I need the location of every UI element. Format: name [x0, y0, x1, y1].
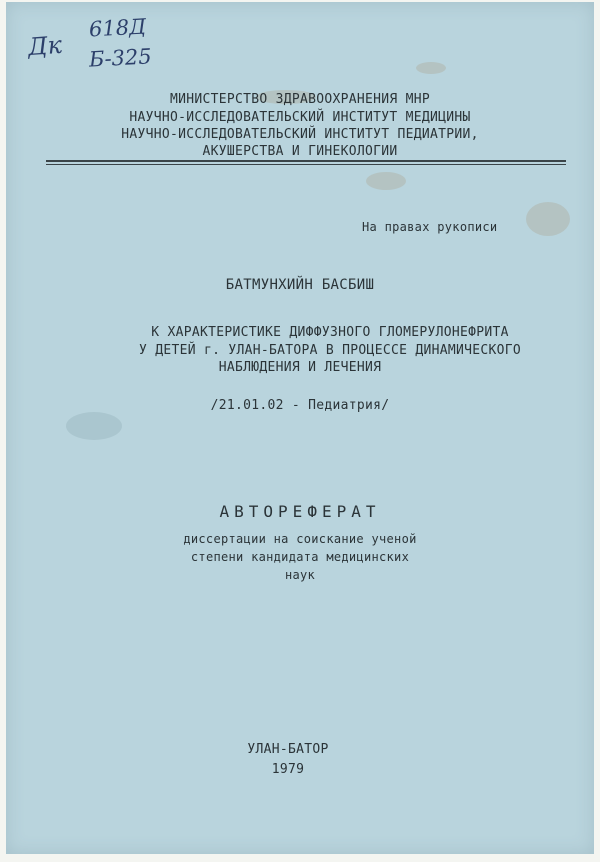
- city: УЛАН-БАТОР: [247, 742, 329, 757]
- description-line-2: степени кандидата медицинских: [190, 550, 410, 564]
- year: 1979: [271, 762, 305, 777]
- title-line-1: К ХАРАКТЕРИСТИКЕ ДИФФУЗНОГО ГЛОМЕРУЛОНЕФРИТА: [151, 325, 509, 340]
- author-name: БАТМУНХИЙН БАСБИШ: [225, 277, 375, 293]
- header-ministry: МИНИСТЕРСТВО ЗДРАВООХРАНЕНИЯ МНР: [169, 92, 431, 107]
- handwritten-catalog-prefix: Дк: [27, 30, 63, 62]
- paper-stain: [366, 172, 406, 190]
- handwritten-catalog-code: Б-325: [88, 44, 153, 72]
- title-line-2: У ДЕТЕЙ г. УЛАН-БАТОРА В ПРОЦЕССЕ ДИНАМИЧЕСКОГО: [139, 343, 521, 358]
- header-institute-pediatrics: НАУЧНО-ИССЛЕДОВАТЕЛЬСКИЙ ИНСТИТУТ ПЕДИАТРИИ,: [121, 127, 479, 142]
- header-obstetrics: АКУШЕРСТВА И ГИНЕКОЛОГИИ: [202, 144, 398, 159]
- manuscript-note: На правах рукописи: [362, 220, 498, 234]
- paper-stain: [66, 412, 122, 440]
- document-type: АВТОРЕФЕРАТ: [219, 502, 381, 521]
- title-line-3: НАБЛЮДЕНИЯ И ЛЕЧЕНИЯ: [218, 360, 382, 375]
- description-line-1: диссертации на соискание ученой: [183, 532, 417, 546]
- handwritten-catalog-number: 618Д: [88, 14, 147, 42]
- paper-stain: [526, 202, 570, 236]
- header-institute-medicine: НАУЧНО-ИССЛЕДОВАТЕЛЬСКИЙ ИНСТИТУТ МЕДИЦИНЫ: [129, 110, 471, 125]
- document-page: [6, 2, 594, 854]
- paper-stain: [416, 62, 446, 74]
- description-line-3: наук: [284, 568, 316, 582]
- specialty-code: /21.01.02 - Педиатрия/: [210, 398, 390, 413]
- header-rule-top: [46, 160, 566, 162]
- header-rule-bottom: [46, 164, 566, 165]
